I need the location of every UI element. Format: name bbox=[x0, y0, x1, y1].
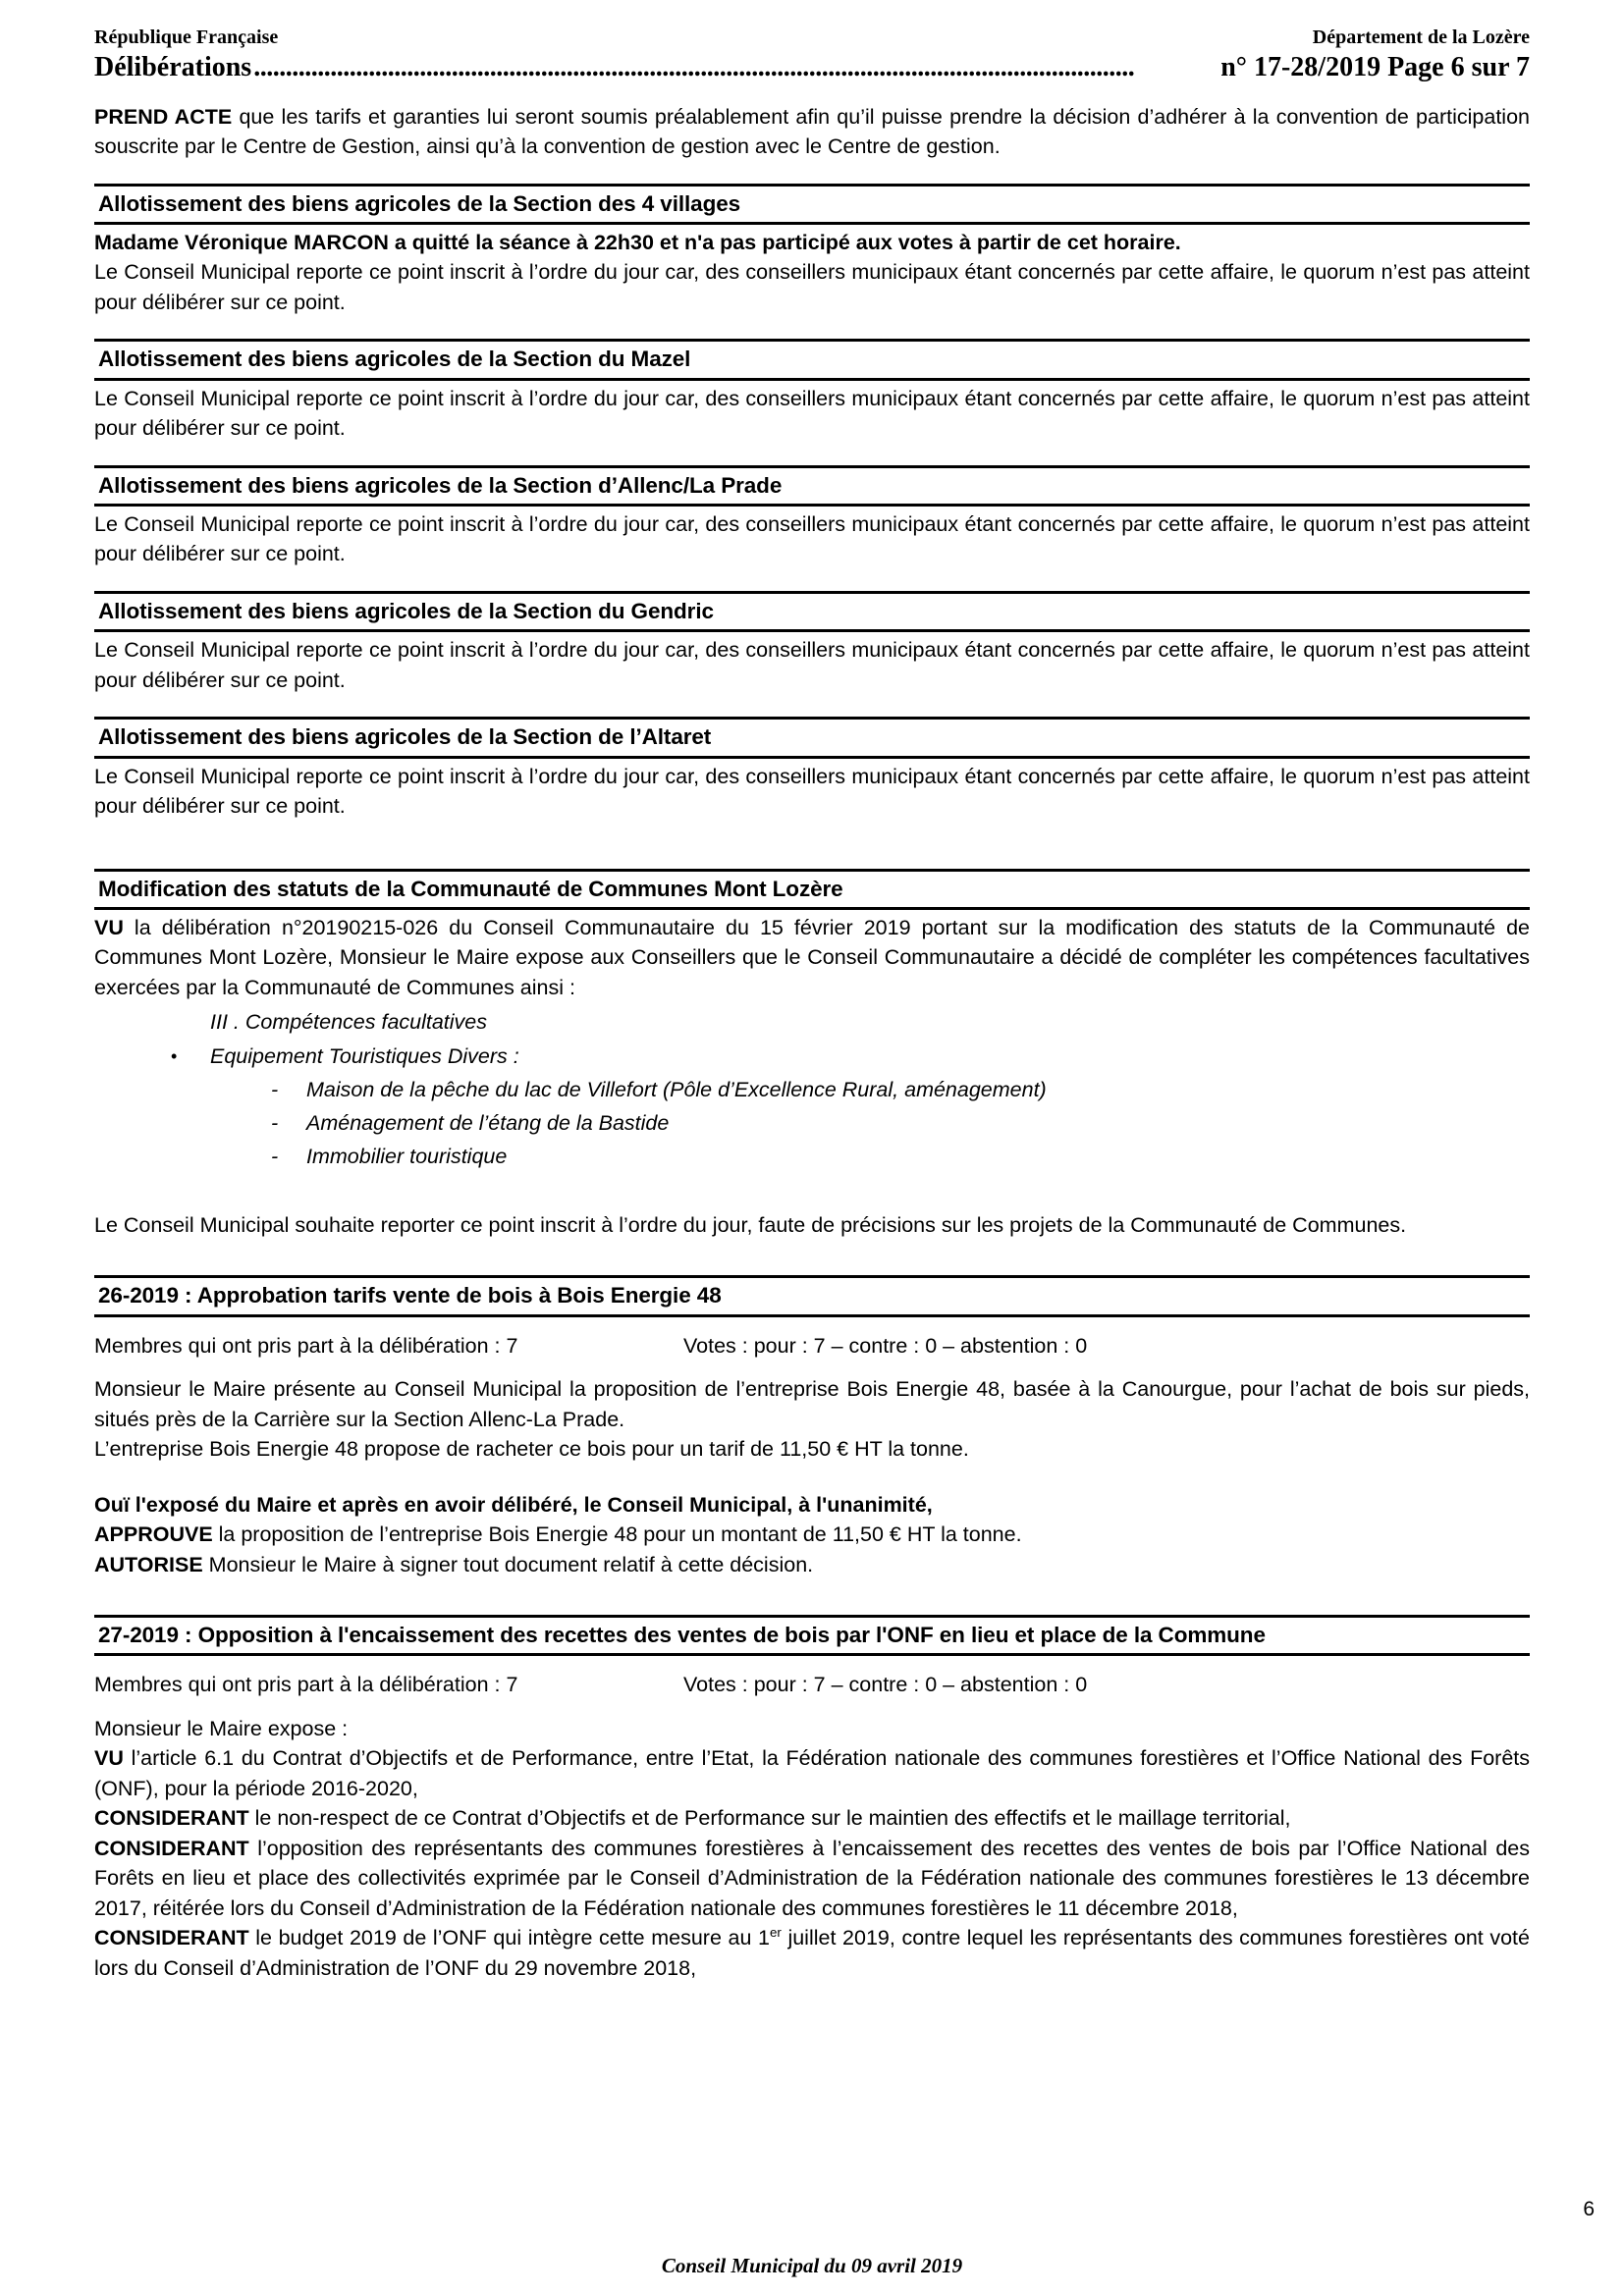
section-body-gendric bbox=[94, 635, 1530, 695]
section-title: Allotissement des biens agricoles de la Section d’Allenc/La Prade bbox=[98, 472, 783, 498]
equipement-bullet-row bbox=[171, 1041, 1530, 1072]
dash-icon: - bbox=[271, 1145, 279, 1169]
considerant-text-b: juillet 2019, contre lequel les représentants des communes forestières ont voté lors du Conseil d’Administration de l’ONF du 29 novembre 2018, bbox=[94, 1926, 1530, 1980]
section-body-4-villages bbox=[94, 228, 1530, 318]
page-number: 6 bbox=[1583, 2198, 1595, 2220]
section-body-delib-27 bbox=[94, 1670, 1530, 1983]
republic-label: République Française bbox=[94, 27, 279, 48]
section-heading-4-villages bbox=[94, 184, 1530, 225]
subitem-label: Maison de la pêche du lac de Villefort (Pôle d’Excellence Rural, aménagement) bbox=[306, 1077, 1047, 1101]
considerant-label: CONSIDERANT bbox=[94, 1836, 249, 1860]
delib-26-autorise-line bbox=[94, 1550, 1530, 1580]
delib-27-vu-paragraph bbox=[94, 1743, 1530, 1803]
considerant-label: CONSIDERANT bbox=[94, 1806, 249, 1831]
section-body-statuts bbox=[94, 913, 1530, 1240]
spacer bbox=[94, 822, 1530, 847]
vu-text: l’article 6.1 du Contrat d’Objectifs et de Performance, entre l’Etat, la Fédération nationale des communes forestières et l’Office National des Forêts (ONF), pour la période 2016-2020, bbox=[94, 1746, 1530, 1800]
prend-acte-label: PREND ACTE bbox=[94, 104, 233, 129]
section-body-altaret bbox=[94, 762, 1530, 822]
spacer bbox=[94, 1465, 1530, 1490]
section-title: 27-2019 : Opposition à l'encaissement des recettes des ventes de bois par l'ONF en lieu et place de la Commune bbox=[98, 1623, 1266, 1648]
subitem-row bbox=[271, 1141, 1530, 1172]
vu-label: VU bbox=[94, 915, 124, 939]
delib-27-considerant-3 bbox=[94, 1923, 1530, 1983]
section-heading-delib-27 bbox=[94, 1615, 1530, 1656]
delib-27-intro: Monsieur le Maire expose : bbox=[94, 1716, 349, 1740]
votes-tally-label: Votes : pour : 7 – contre : 0 – abstention : 0 bbox=[683, 1333, 1088, 1358]
spacer bbox=[94, 1579, 1530, 1593]
subitem-row bbox=[271, 1107, 1530, 1139]
vu-label: VU bbox=[94, 1746, 124, 1771]
prend-acte-paragraph bbox=[94, 102, 1530, 162]
votes-row-26 bbox=[94, 1331, 1530, 1362]
delib-27-considerant-1 bbox=[94, 1803, 1530, 1834]
approuve-text: la proposition de l’entreprise Bois Energie 48 pour un montant de 11,50 € HT la tonne. bbox=[212, 1522, 1022, 1547]
page-footer: Conseil Municipal du 09 avril 2019 bbox=[661, 2254, 963, 2277]
section-body-allenc-la-prade bbox=[94, 509, 1530, 569]
section-title: 26-2019 : Approbation tarifs vente de bois à Bois Energie 48 bbox=[98, 1283, 722, 1308]
header-bottom-row bbox=[94, 51, 1530, 84]
votes-tally-label: Votes : pour : 7 – contre : 0 – abstention : 0 bbox=[683, 1673, 1088, 1697]
section-report-text: Le Conseil Municipal reporte ce point inscrit à l’ordre du jour car, des conseillers municipaux étant concernés par cette affaire, le quorum n’est pas atteint pour délibérer sur ce point. bbox=[94, 638, 1530, 692]
subitem-label: Aménagement de l’étang de la Bastide bbox=[306, 1111, 670, 1136]
members-count-label: Membres qui ont pris part à la délibération : 7 bbox=[94, 1333, 518, 1358]
spacer bbox=[94, 1173, 1530, 1210]
header-dot-leader: .......................................................................................................................................... bbox=[253, 52, 1135, 82]
considerant-label: CONSIDERANT bbox=[94, 1926, 249, 1950]
delib-26-oui-line: Ouï l'exposé du Maire et après en avoir délibéré, le Conseil Municipal, à l'unanimité, bbox=[94, 1492, 933, 1517]
section-report-text: Le Conseil Municipal reporte ce point inscrit à l’ordre du jour car, des conseillers municipaux étant concernés par cette affaire, le quorum n’est pas atteint pour délibérer sur ce point. bbox=[94, 386, 1530, 441]
subitem-row bbox=[271, 1074, 1530, 1105]
vu-text: la délibération n°20190215-026 du Conseil Communautaire du 15 février 2019 portant sur la modification des statuts de la Communauté de Communes Mont Lozère, Monsieur le Maire expose aux Conseillers que le Conseil Communautaire a décidé de compléter les compétences facultatives exercées par la Communauté de Communes ainsi : bbox=[94, 915, 1530, 999]
autorise-text: Monsieur le Maire à signer tout document relatif à cette décision. bbox=[202, 1552, 814, 1576]
marcon-note: Madame Véronique MARCON a quitté la séance à 22h30 et n'a pas participé aux votes à partir de cet horaire. bbox=[94, 230, 1181, 254]
department-label: Département de la Lozère bbox=[1312, 27, 1530, 48]
votes-row-27 bbox=[94, 1670, 1530, 1700]
section-heading-gendric bbox=[94, 591, 1530, 632]
considerant-text: l’opposition des représentants des communes forestières à l’encaissement des recettes des ventes de bois par l’Office National des Forêts en lieu et place des collectivités exprimée par le Conseil d’Administration de la Fédération nationale des communes forestières le 13 décembre 2017, réitérée lors du Conseil d’Administration de la Fédération nationale des communes forestières le 11 décembre 2018, bbox=[94, 1836, 1530, 1920]
statuts-vu-paragraph bbox=[94, 913, 1530, 1003]
section-title: Allotissement des biens agricoles de la Section des 4 villages bbox=[98, 190, 741, 216]
section-heading-statuts bbox=[94, 869, 1530, 910]
delib-27-considerant-2 bbox=[94, 1834, 1530, 1924]
section-report-text: Le Conseil Municipal reporte ce point inscrit à l’ordre du jour car, des conseillers municipaux étant concernés par cette affaire, le quorum n’est pas atteint pour délibérer sur ce point. bbox=[94, 764, 1530, 819]
delib-26-paragraph-2: L’entreprise Bois Energie 48 propose de racheter ce bois pour un tarif de 11,50 € HT la tonne. bbox=[94, 1437, 969, 1462]
bullet-icon: • bbox=[171, 1045, 178, 1066]
section-title: Allotissement des biens agricoles de la Section de l’Altaret bbox=[98, 724, 712, 750]
dash-icon: - bbox=[271, 1111, 279, 1136]
delib-26-paragraph-1: Monsieur le Maire présente au Conseil Municipal la proposition de l’entreprise Bois Energie 48, basée à la Canourgue, pour l’achat de bois sur pieds, situés près de la Carrière sur la Section Allenc-La Prade. bbox=[94, 1377, 1530, 1431]
header-top-row bbox=[94, 26, 1530, 50]
header-reference: n° 17-28/2019 Page 6 sur 7 bbox=[1220, 52, 1530, 82]
statuts-closing-paragraph: Le Conseil Municipal souhaite reporter ce point inscrit à l’ordre du jour, faute de précisions sur les projets de la Communauté de Communes. bbox=[94, 1212, 1407, 1237]
autorise-label: AUTORISE bbox=[94, 1552, 203, 1576]
prend-acte-text: que les tarifs et garanties lui seront soumis préalablement afin qu’il puisse prendre la décision d’adhérer à la convention de participation souscrite par le Centre de Gestion, ainsi qu’à la convention de gestion avec le Centre de gestion. bbox=[94, 104, 1530, 159]
subitem-label: Immobilier touristique bbox=[306, 1145, 508, 1169]
section-heading-mazel bbox=[94, 339, 1530, 380]
members-count-label: Membres qui ont pris part à la délibération : 7 bbox=[94, 1673, 518, 1697]
section-heading-delib-26 bbox=[94, 1275, 1530, 1316]
spacer bbox=[94, 1700, 1530, 1714]
deliberations-title: Délibérations bbox=[94, 52, 252, 82]
section-title: Modification des statuts de la Communauté de Communes Mont Lozère bbox=[98, 876, 843, 901]
competences-level1: III . Compétences facultatives bbox=[210, 1010, 488, 1035]
section-heading-altaret bbox=[94, 717, 1530, 758]
section-report-text: Le Conseil Municipal reporte ce point inscrit à l’ordre du jour car, des conseillers municipaux étant concernés par cette affaire, le quorum n’est pas atteint pour délibérer sur ce point. bbox=[94, 260, 1530, 314]
section-report-text: Le Conseil Municipal reporte ce point inscrit à l’ordre du jour car, des conseillers municipaux étant concernés par cette affaire, le quorum n’est pas atteint pour délibérer sur ce point. bbox=[94, 511, 1530, 566]
equipement-bullet-label: Equipement Touristiques Divers : bbox=[210, 1043, 519, 1068]
section-title: Allotissement des biens agricoles de la Section du Mazel bbox=[98, 347, 691, 372]
section-title: Allotissement des biens agricoles de la Section du Gendric bbox=[98, 598, 714, 623]
spacer bbox=[94, 1240, 1530, 1254]
intro-paragraph-block bbox=[94, 102, 1530, 162]
page-header bbox=[94, 26, 1530, 84]
approuve-label: APPROUVE bbox=[94, 1522, 213, 1547]
section-body-delib-26 bbox=[94, 1331, 1530, 1580]
spacer bbox=[94, 1361, 1530, 1374]
considerant-text: le non-respect de ce Contrat d’Objectifs et de Performance sur le maintien des effectifs et le maillage territorial, bbox=[248, 1806, 1291, 1831]
delib-26-approuve-line bbox=[94, 1520, 1530, 1550]
dash-icon: - bbox=[271, 1077, 279, 1101]
section-heading-allenc-la-prade bbox=[94, 465, 1530, 507]
section-body-mazel bbox=[94, 384, 1530, 444]
considerant-text-a: le budget 2019 de l’ONF qui intègre cette mesure au 1 bbox=[248, 1926, 770, 1950]
ordinal-suffix: er bbox=[770, 1925, 782, 1941]
